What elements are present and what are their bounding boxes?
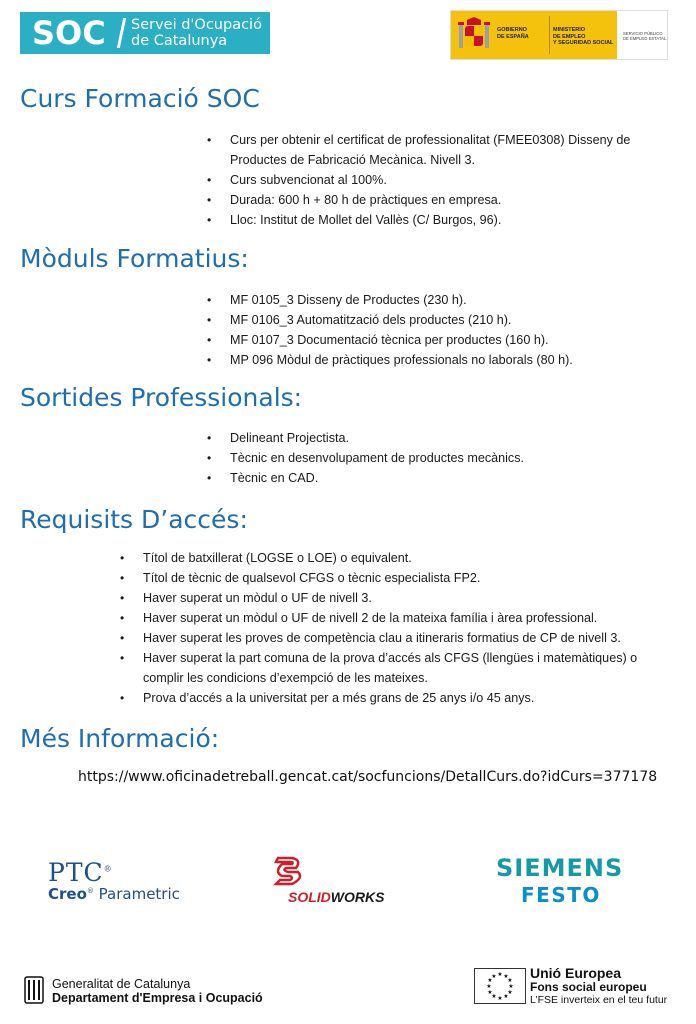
list-item: • MF 0105_3 Disseny de Productes (230 h).: [207, 293, 467, 307]
svg-text:★: ★: [491, 973, 497, 980]
section-title-info: Més Informació:: [20, 724, 220, 753]
course-url-link[interactable]: https://www.oficinadetreball.gencat.cat/socfuncions/DetallCurs.do?idCurs=377178: [78, 769, 658, 785]
list-item: • Durada: 600 h + 80 h de pràctiques en empresa.: [207, 193, 502, 207]
list-item: • Haver superat un mòdul o UF de nivell 2 de la mateixa família i àrea professional.: [120, 611, 598, 625]
department-line: Departament d'Empresa i Ocupació: [52, 991, 263, 1005]
requisits-list: [120, 548, 673, 708]
eu-line3: L’FSE inverteix en el teu futur: [530, 994, 668, 1006]
eu-line1: Unió Europea: [530, 965, 622, 981]
svg-text:★: ★: [486, 983, 492, 990]
svg-text:★: ★: [487, 977, 493, 984]
svg-text:★: ★: [497, 971, 503, 978]
eu-line2: Fons social europeu: [530, 980, 647, 994]
generalitat-text: [52, 977, 263, 1005]
gobierno-text: [497, 27, 547, 40]
generalitat-line1: Generalitat de Catalunya: [52, 977, 191, 991]
sepe-text: [623, 31, 667, 41]
list-item: • Delineant Projectista.: [207, 431, 350, 445]
list-item: • Haver superat les proves de competència clau a itineraris formatius de CP de nivell 3.: [120, 631, 621, 645]
list-item: • Tècnic en desenvolupament de productes mecànics.: [207, 451, 525, 465]
list-item: • MF 0107_3 Documentació tècnica per productes (160 h).: [207, 333, 549, 347]
creo-parametric-text: Creo® Parametric: [48, 885, 180, 903]
festo-logo: FESTO: [521, 883, 601, 907]
sepe-line2: DE EMPLEO ESTATAL: [623, 36, 667, 41]
min-line3: Y SEGURIDAD SOCIAL: [553, 40, 614, 46]
list-item: • Títol de tècnic de qualsevol CFGS o tècnic especialista FP2.: [120, 571, 481, 585]
list-item: • Títol de batxillerat (LOGSE o LOE) o equivalent.: [120, 551, 412, 565]
section-title-moduls: Mòduls Formatius:: [20, 244, 249, 273]
list-item: • Lloc: Institut de Mollet del Vallès (C/ Burgos, 96).: [207, 213, 502, 227]
eu-stars-icon: [475, 969, 525, 1003]
ds-logo-icon: [272, 854, 312, 888]
section-title-requisits: Requisits D’accés:: [20, 505, 248, 534]
curs-list: [207, 130, 670, 230]
soc-logo-name: [131, 17, 262, 49]
ptc-creo-logo: [48, 858, 180, 903]
ptc-wordmark: PTC®: [48, 858, 113, 887]
gov-line2: DE ESPAÑA: [497, 33, 529, 40]
list-item: • Tècnic en CAD.: [207, 471, 319, 485]
sepe-line1: SERVICIO PÚBLICO: [623, 31, 663, 36]
generalitat-emblem-icon: [24, 976, 44, 1004]
solidworks-wordmark: SOLIDWORKS: [288, 889, 385, 905]
siemens-logo: SIEMENS: [496, 854, 624, 882]
svg-text:★: ★: [503, 993, 509, 1000]
list-item: • Curs per obtenir el certificat de professionalitat (FMEE0308) Disseny de Productes de Fabricació Mecànica. Nivell 3.: [207, 133, 631, 167]
list-item: • Haver superat un mòdul o UF de nivell 3.: [120, 591, 372, 605]
svg-text:★: ★: [507, 989, 513, 996]
svg-text:★: ★: [487, 989, 493, 996]
min-line1: MINISTERIO: [553, 27, 586, 33]
moduls-list: [207, 290, 670, 370]
ministerio-text: [553, 27, 619, 47]
gov-line1: GOBIERNO: [497, 27, 527, 33]
eu-flag-icon: [474, 968, 526, 1004]
gov-divider: [549, 16, 550, 54]
svg-text:★: ★: [491, 993, 497, 1000]
gobierno-espana-logo: [450, 10, 668, 60]
svg-text:★: ★: [503, 973, 509, 980]
list-item: • Haver superat la part comuna de la prova d’accés als CFGS (llengües i matemàtiques) o complir les condicions d’exempció de les mateixes.: [120, 651, 638, 685]
list-item: • MP 096 Mòdul de pràctiques professionals no laborals (80 h).: [207, 353, 573, 367]
soc-logo-word: SOC: [32, 14, 106, 52]
list-item: • MF 0106_3 Automatització dels productes (210 h).: [207, 313, 512, 327]
list-item: • Prova d’accés a la universitat per a més grans de 25 anys i/o 45 anys.: [120, 691, 535, 705]
coat-of-arms-icon: [457, 16, 491, 54]
soc-logo: [20, 12, 270, 54]
solidworks-logo: [272, 854, 384, 905]
svg-text:★: ★: [508, 983, 514, 990]
sortides-list: [207, 428, 670, 488]
soc-name-line2: de Catalunya: [131, 33, 228, 49]
list-item: • Curs subvencionat al 100%.: [207, 173, 387, 187]
svg-text:★: ★: [507, 977, 513, 984]
section-title-curs: Curs Formació SOC: [20, 84, 260, 113]
svg-text:★: ★: [497, 995, 503, 1002]
section-title-sortides: Sortides Professionals:: [20, 383, 303, 412]
eu-text: [530, 966, 667, 1006]
min-line2: DE EMPLEO: [553, 33, 586, 40]
soc-name-line1: Servei d'Ocupació: [131, 17, 262, 33]
